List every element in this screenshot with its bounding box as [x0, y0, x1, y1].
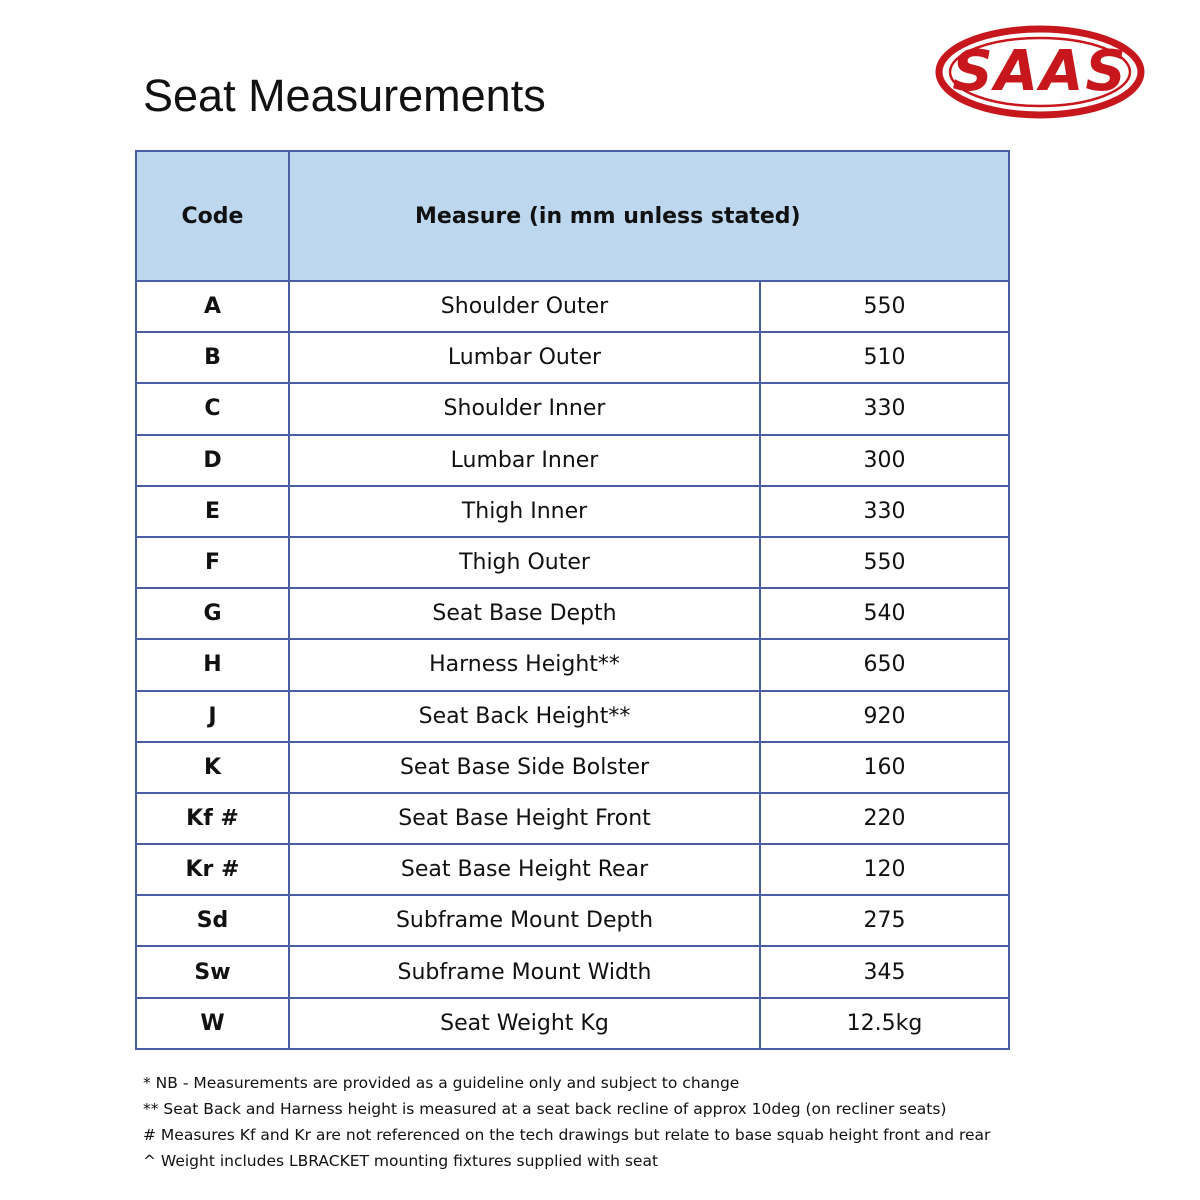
row-measure: Subframe Mount Width [289, 946, 760, 997]
table-row [136, 332, 1009, 383]
table-row [136, 946, 1009, 997]
saas-logo [934, 24, 1146, 120]
table-row [136, 383, 1009, 434]
measurements-table [135, 150, 1010, 1050]
row-measure: Thigh Inner [289, 486, 760, 537]
row-measure: Seat Weight Kg [289, 998, 760, 1049]
row-code: K [136, 742, 289, 793]
table-row [136, 281, 1009, 332]
row-measure: Seat Base Side Bolster [289, 742, 760, 793]
table-row [136, 639, 1009, 690]
row-measure: Shoulder Outer [289, 281, 760, 332]
row-value: 920 [760, 691, 1009, 742]
row-code: G [136, 588, 289, 639]
row-code: W [136, 998, 289, 1049]
row-value: 12.5kg [760, 998, 1009, 1049]
logo-text: SAAS [952, 39, 1128, 104]
row-value: 550 [760, 281, 1009, 332]
row-code: C [136, 383, 289, 434]
row-measure: Thigh Outer [289, 537, 760, 588]
table-header-row [136, 151, 1009, 281]
row-value: 275 [760, 895, 1009, 946]
row-value: 330 [760, 383, 1009, 434]
row-code: J [136, 691, 289, 742]
table-row [136, 588, 1009, 639]
row-value: 345 [760, 946, 1009, 997]
row-code: D [136, 435, 289, 486]
footnote: ^ Weight includes LBRACKET mounting fixtures supplied with seat [143, 1152, 659, 1170]
table-row [136, 435, 1009, 486]
table-row [136, 844, 1009, 895]
table-row [136, 486, 1009, 537]
row-measure: Shoulder Inner [289, 383, 760, 434]
row-code: Sw [136, 946, 289, 997]
row-code: H [136, 639, 289, 690]
row-code: E [136, 486, 289, 537]
row-code: F [136, 537, 289, 588]
table-row [136, 537, 1009, 588]
row-value: 300 [760, 435, 1009, 486]
row-code: Kr # [136, 844, 289, 895]
row-measure: Seat Base Height Rear [289, 844, 760, 895]
row-value: 220 [760, 793, 1009, 844]
footnotes [143, 1070, 990, 1174]
table-row [136, 793, 1009, 844]
row-value: 160 [760, 742, 1009, 793]
row-code: B [136, 332, 289, 383]
row-value: 510 [760, 332, 1009, 383]
row-measure: Lumbar Outer [289, 332, 760, 383]
table-row [136, 895, 1009, 946]
header-code: Code [136, 151, 289, 281]
header-measure: Measure (in mm unless stated) [289, 151, 1009, 281]
row-measure: Subframe Mount Depth [289, 895, 760, 946]
row-code: Sd [136, 895, 289, 946]
table-row [136, 998, 1009, 1049]
page-title: Seat Measurements [143, 70, 546, 121]
footnote: ** Seat Back and Harness height is measured at a seat back recline of approx 10deg (on recliner seats) [143, 1100, 947, 1118]
row-measure: Seat Base Height Front [289, 793, 760, 844]
table-body [136, 281, 1009, 1049]
row-measure: Lumbar Inner [289, 435, 760, 486]
row-code: A [136, 281, 289, 332]
row-measure: Seat Base Depth [289, 588, 760, 639]
row-value: 550 [760, 537, 1009, 588]
row-code: Kf # [136, 793, 289, 844]
row-value: 540 [760, 588, 1009, 639]
row-value: 330 [760, 486, 1009, 537]
measurements-table-wrapper [135, 150, 1008, 1050]
row-measure: Harness Height** [289, 639, 760, 690]
table-row [136, 742, 1009, 793]
row-value: 650 [760, 639, 1009, 690]
footnote: # Measures Kf and Kr are not referenced on the tech drawings but relate to base squab height front and rear [143, 1126, 991, 1144]
footnote: * NB - Measurements are provided as a guideline only and subject to change [143, 1074, 740, 1092]
table-row [136, 691, 1009, 742]
row-value: 120 [760, 844, 1009, 895]
row-measure: Seat Back Height** [289, 691, 760, 742]
